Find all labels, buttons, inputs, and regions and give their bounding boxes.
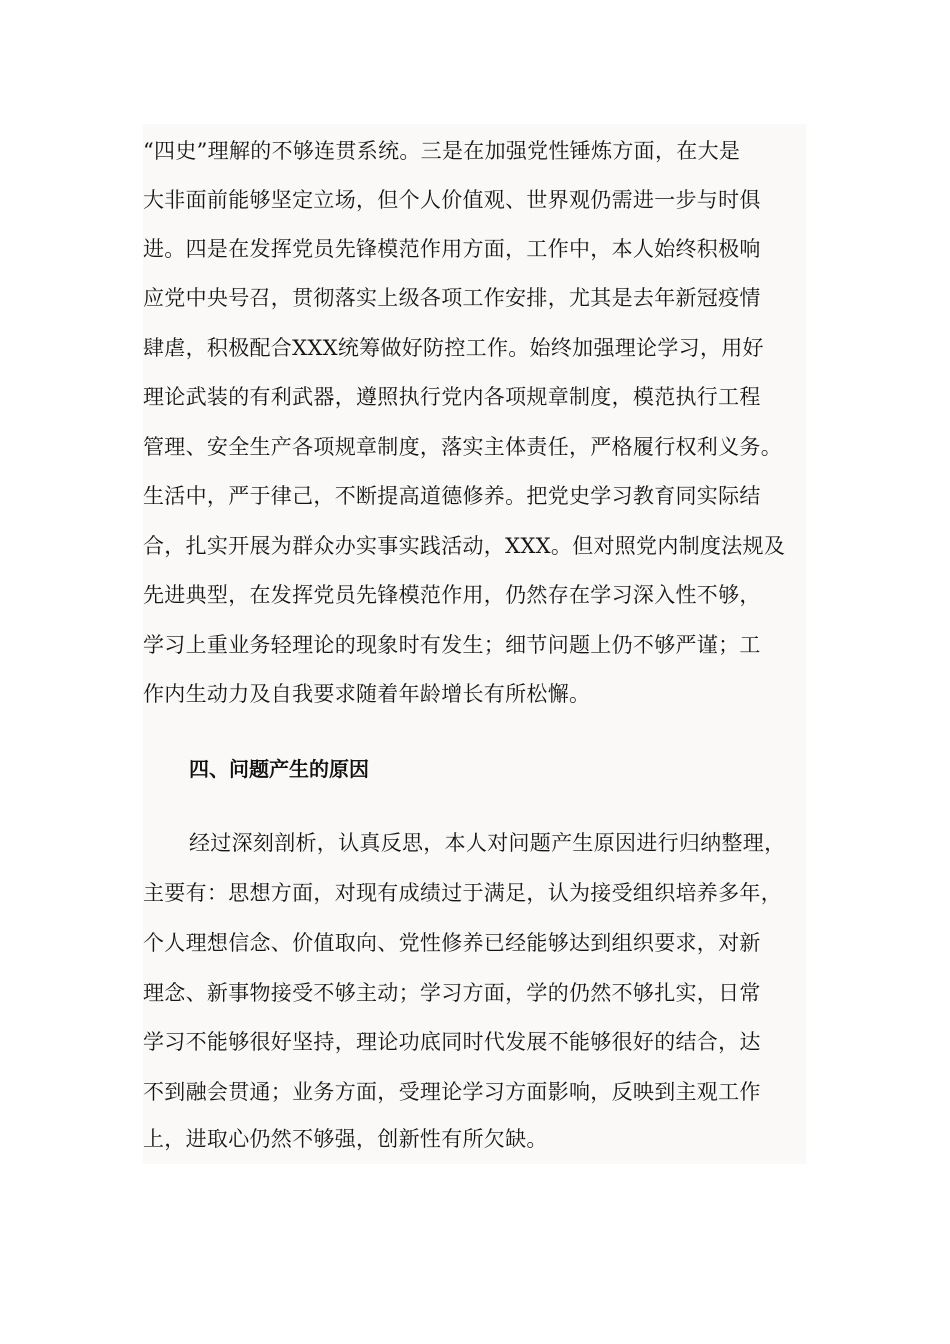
paragraph-line: 理论武装的有利武器，遵照执行党内各项规章制度，模范执行工程 [143,385,761,409]
paragraph-line: 上，进取心仍然不够强，创新性有所欠缺。 [143,1127,548,1151]
paragraph-line: 理念、新事物接受不够主动；学习方面，学的仍然不够扎实，日常 [143,981,761,1005]
section-heading: 四、问题产生的原因 [189,757,369,781]
paragraph-line: “四史”理解的不够连贯系统。三是在加强党性锤炼方面，在大是 [143,139,741,163]
paragraph-line: 进。四是在发挥党员先锋模范作用方面，工作中，本人始终积极响 [143,237,761,261]
paragraph-line: 学习不能够很好坚持，理论功底同时代发展不能够很好的结合，达 [143,1030,761,1054]
paragraph-line: 管理、安全生产各项规章制度，落实主体责任，严格履行权利义务。 [143,435,782,459]
paragraph-line: 应党中央号召，贯彻落实上级各项工作安排，尤其是去年新冠疫情 [143,286,761,310]
document-text-block [143,124,806,1164]
paragraph-line: 作内生动力及自我要求随着年龄增长有所松懈。 [143,682,591,706]
paragraph-line: 主要有：思想方面，对现有成绩过于满足，认为接受组织培养多年， [143,881,782,905]
paragraph-line: 学习上重业务轻理论的现象时有发生；细节问题上仍不够严谨；工 [143,633,761,657]
paragraph-line: 肆虐，积极配合XXX统筹做好防控工作。始终加强理论学习，用好 [143,336,764,360]
paragraph-line: 生活中，严于律己，不断提高道德修养。把党史学习教育同实际结 [143,484,761,508]
paragraph-line: 合，扎实开展为群众办实事实践活动，XXX。但对照党内制度法规及 [143,534,786,558]
paragraph-line: 大非面前能够坚定立场，但个人价值观、世界观仍需进一步与时俱 [143,188,761,212]
paragraph-line: 经过深刻剖析，认真反思，本人对问题产生原因进行归纳整理， [189,831,786,855]
paragraph-line: 不到融会贯通；业务方面，受理论学习方面影响，反映到主观工作 [143,1080,761,1104]
paragraph-line: 先进典型，在发挥党员先锋模范作用，仍然存在学习深入性不够， [143,583,761,607]
paragraph-line: 个人理想信念、价值取向、党性修养已经能够达到组织要求，对新 [143,931,761,955]
